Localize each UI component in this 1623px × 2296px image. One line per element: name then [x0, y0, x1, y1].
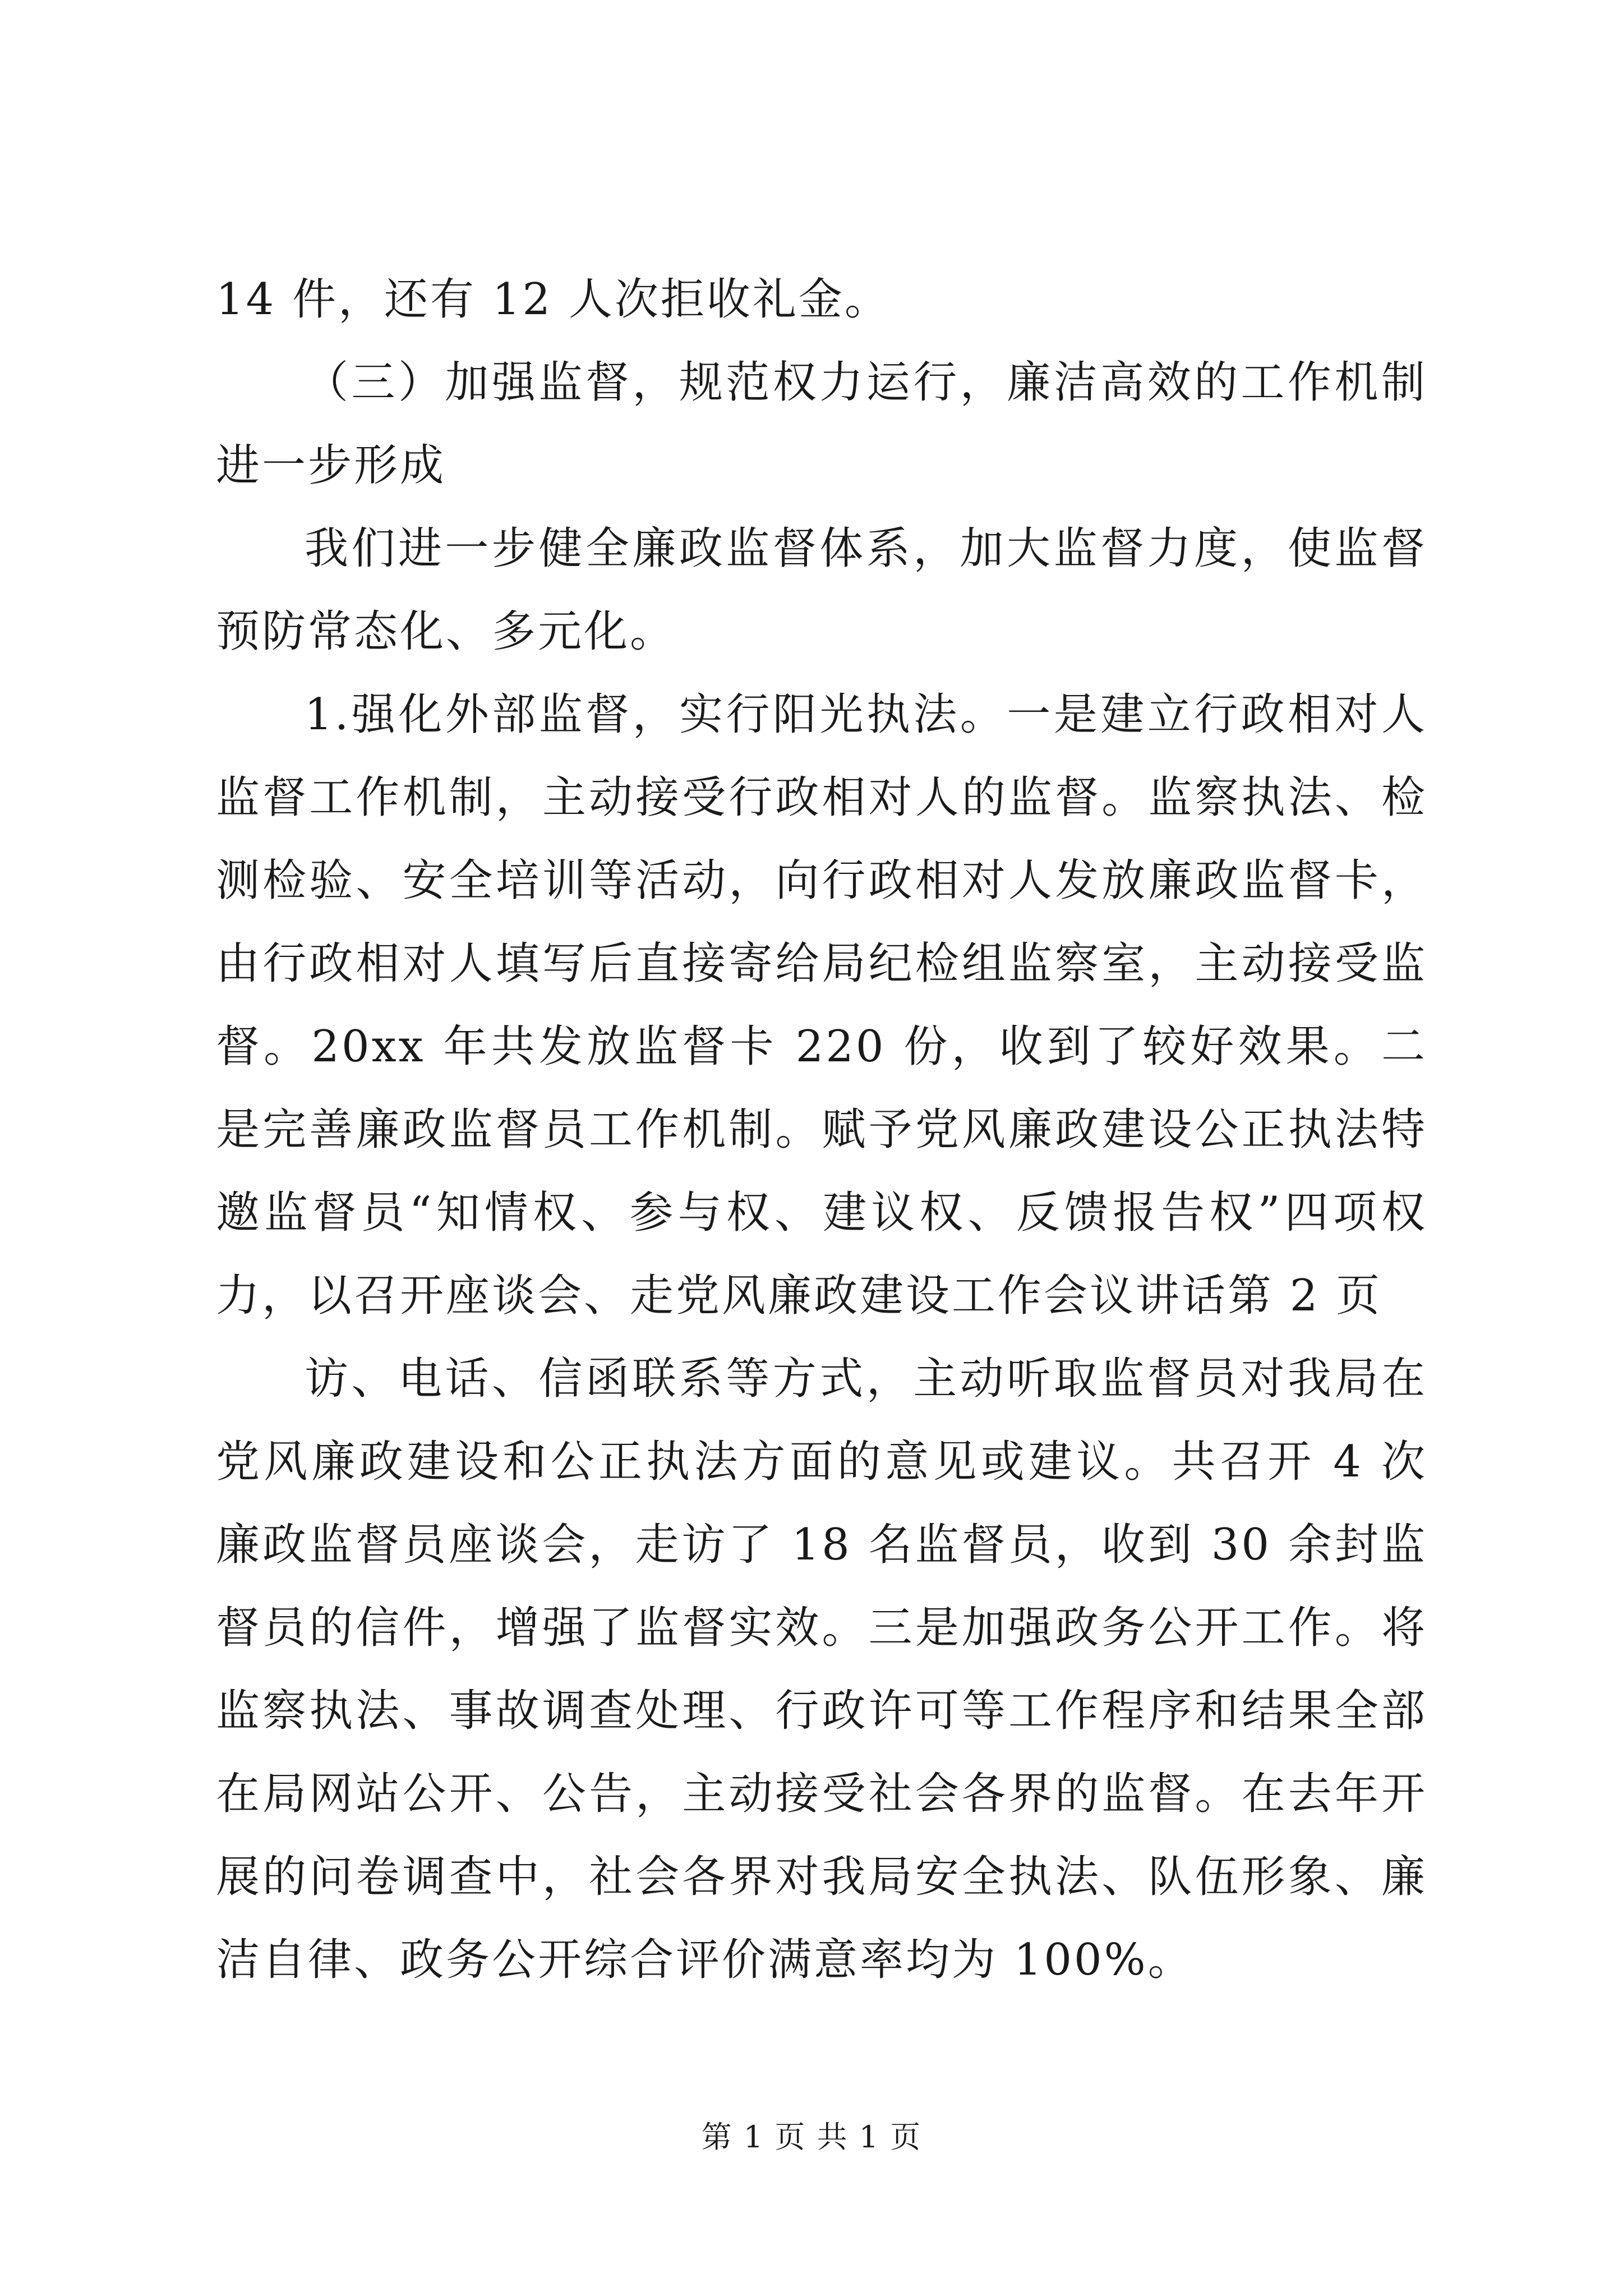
paragraph: 1.强化外部监督，实行阳光执法。一是建立行政相对人监督工作机制，主动接受行政相对人的监督。监察执法、检测检验、安全培训等活动，向行政相对人发放廉政监督卡，由行政相对人填写后直接寄给局纪检组监察室，主动接受监督。20xx 年共发放监督卡 220 份，收到了较好效果。二是完善廉政监督员工作机制。赋予党风廉政建设公正执法特邀监督员“知情权、参与权、建议权、反馈报告权”四项权力，以召开座谈会、走党风廉政建设工作会议讲话第 2 页	[216, 689, 1427, 1321]
paragraph: 访、电话、信函联系等方式，主动听取监督员对我局在党风廉政建设和公正执法方面的意见或建议。共召开 4 次廉政监督员座谈会，走访了 18 名监督员，收到 30 余封监督员的信件，增强了监督实效。三是加强政务公开工作。将监察执法、事故调查处理、行政许可等工作程序和结果全部在局网站公开、公告，主动接受社会各界的监督。在去年开展的问卷调查中，社会各界对我局安全执法、队伍形象、廉洁自律、政务公开综合评价满意率均为 100%。	[216, 1354, 1427, 1985]
document-body	[216, 258, 1427, 2001]
page-number-footer: 第 1 页 共 1 页	[701, 2119, 922, 2155]
paragraph: 我们进一步健全廉政监督体系，加大监督力度，使监督预防常态化、多元化。	[216, 523, 1427, 657]
paragraph-continuation: 14 件，还有 12 人次拒收礼金。	[216, 274, 891, 325]
section-heading: （三）加强监督，规范权力运行，廉洁高效的工作机制进一步形成	[216, 357, 1427, 491]
